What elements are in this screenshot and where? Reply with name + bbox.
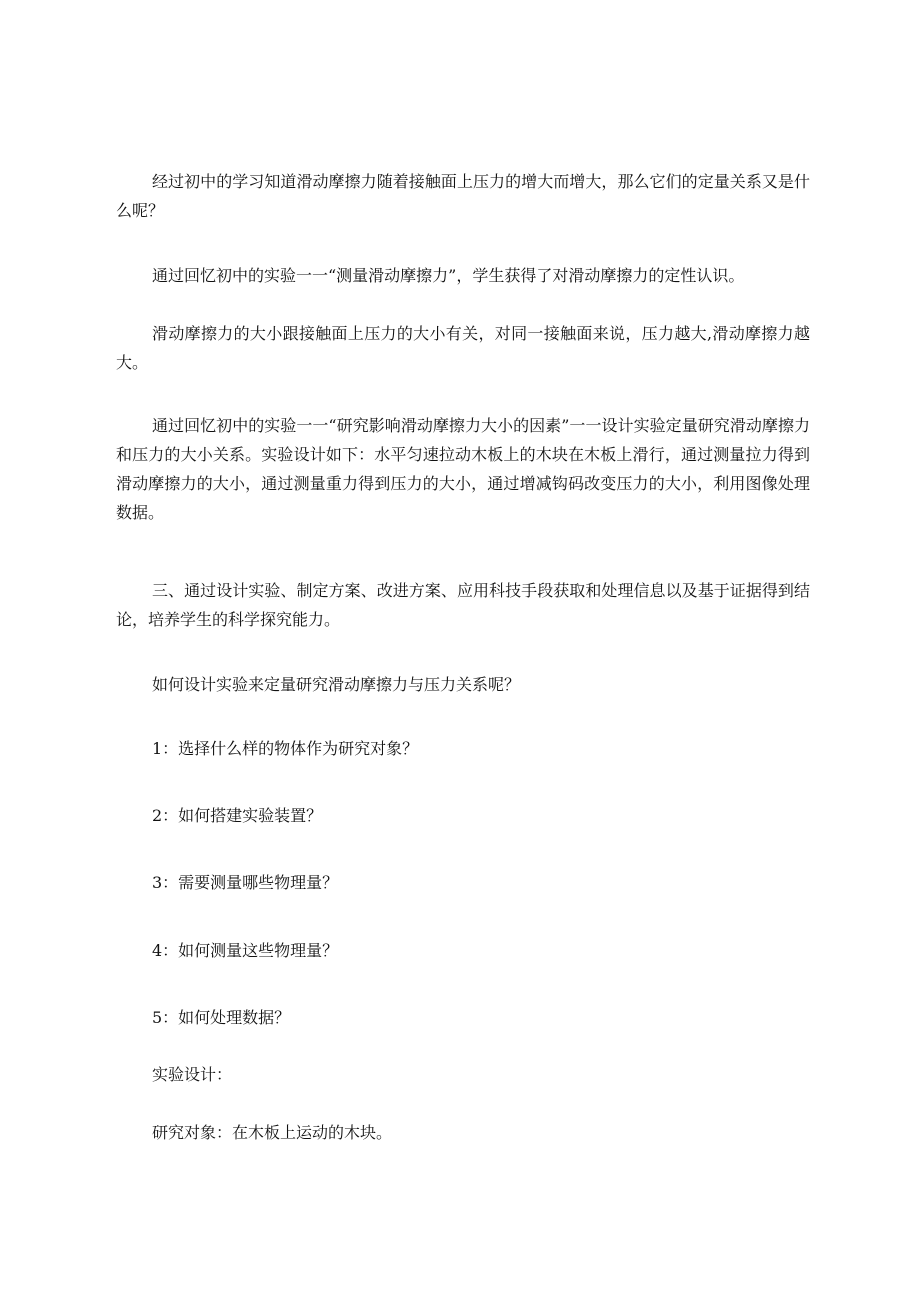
paragraph-experiment-design: 通过回忆初中的实验一一“研究影响滑动摩擦力大小的因素”一一设计实验定量研究滑动摩擦力和压力的大小关系。实验设计如下：水平匀速拉动木板上的木块在木板上滑行，通过测量拉力得到滑动摩擦力的大小，通过测量重力得到压力的大小，通过增减钩码改变压力的大小，利用图像处理数据。 — [116, 416, 810, 522]
question-line: 如何设计实验来定量研究滑动摩擦力与压力关系呢？ — [152, 675, 521, 694]
paragraph-intro: 经过初中的学习知道滑动摩擦力随着接触面上压力的增大而增大，那么它们的定量关系又是什么呢？ — [116, 172, 810, 220]
paragraph-qualitative: 滑动摩擦力的大小跟接触面上压力的大小有关，对同一接触面来说，压力越大,滑动摩擦力越大。 — [116, 324, 810, 372]
paragraph-recall-measure: 通过回忆初中的实验一一“测量滑动摩擦力”，学生获得了对滑动摩擦力的定性认识。 — [152, 266, 745, 285]
step-1: 1：选择什么样的物体作为研究对象？ — [152, 739, 419, 758]
step-2: 2：如何搭建实验装置？ — [152, 806, 323, 825]
step-3: 3：需要测量哪些物理量？ — [152, 873, 339, 892]
research-object-line: 研究对象：在木板上运动的木块。 — [152, 1123, 393, 1142]
design-heading: 实验设计： — [152, 1065, 233, 1084]
step-5: 5：如何处理数据？ — [152, 1008, 291, 1027]
step-4: 4：如何测量这些物理量？ — [152, 941, 339, 960]
paragraph-objective-three: 三、通过设计实验、制定方案、改进方案、应用科技手段获取和处理信息以及基于证据得到结论，培养学生的科学探究能力。 — [116, 581, 810, 629]
